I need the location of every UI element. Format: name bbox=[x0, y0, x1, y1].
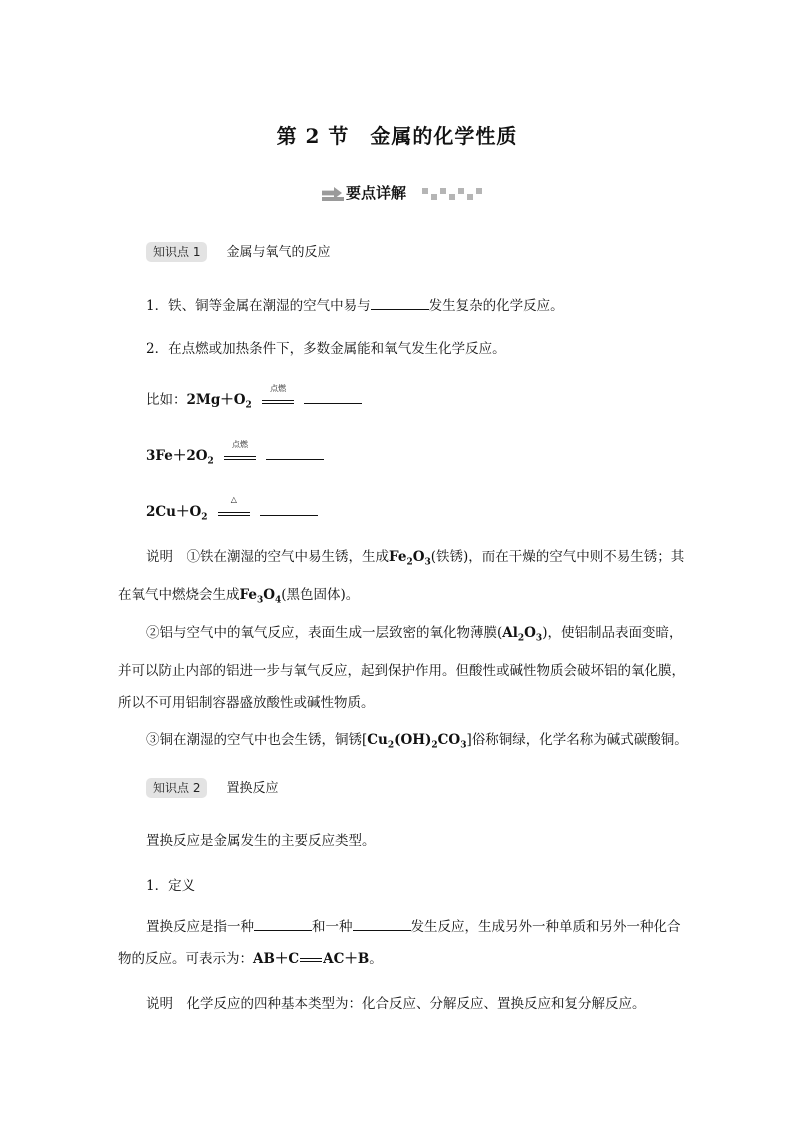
kp1-badge: 知识点 1 bbox=[146, 242, 207, 262]
equation-mg: 比如：$2Mg+O_2$ 点燃 bbox=[146, 388, 362, 411]
kp1-note-3: ③铜在潮湿的空气中也会生锈，铜锈$[Cu_2(OH)_2CO_3]$俗称铜绿，化学名称为碱式碳酸铜。 bbox=[146, 732, 688, 751]
kp2-definition: 置换反应是指一种 和一种 发生反应，生成另外一种单质和另外一种化合物的反应。可表示为：AB＋C AC＋B。 bbox=[118, 919, 681, 967]
fill-blank bbox=[266, 447, 324, 460]
banner-underline bbox=[322, 197, 344, 201]
reaction-arrow: 点燃 bbox=[224, 448, 256, 466]
fill-blank bbox=[260, 503, 318, 516]
kp1-item-2: 2．在点燃或加热条件下，多数金属能和氧气发生化学反应。 bbox=[146, 341, 506, 357]
kp2-intro: 置换反应是金属发生的主要反应类型。 bbox=[146, 833, 376, 849]
equation-fe: $3Fe+2O_2$ 点燃 bbox=[146, 444, 324, 467]
reaction-arrow: 点燃 bbox=[262, 392, 294, 410]
kp2-item-1: 1．定义 bbox=[146, 878, 196, 894]
equation-cu: $2Cu+O_2$ △ bbox=[146, 500, 318, 523]
equals-sign bbox=[300, 958, 322, 962]
kp2-title: 置换反应 bbox=[226, 781, 279, 796]
fill-blank bbox=[371, 297, 429, 310]
kp1-note-2: ②铝与空气中的氧气反应，表面生成一层致密的氧化物薄膜$(Al_2O_3)$，使铝制品表面变暗，并可以防止内部的铝进一步与氧气反应，起到保护作用。但酸性或碱性物质会破坏铝的氧化膜，所以不可用铝制容器盛放酸性或碱性物质。 bbox=[118, 625, 685, 711]
page-title: 第 2 节 金属的化学性质 bbox=[276, 124, 518, 148]
fill-blank bbox=[353, 918, 411, 931]
fill-blank bbox=[304, 391, 362, 404]
kp2-header bbox=[146, 777, 279, 796]
kp1-note-1: 说明 ①铁在潮湿的空气中易生锈，生成$Fe_2O_3$(铁锈)，而在干燥的空气中则不易生锈；其在氧气中燃烧会生成$Fe_3O_4$(黑色固体)。 bbox=[118, 549, 685, 606]
kp2-badge: 知识点 2 bbox=[146, 778, 207, 798]
kp2-note: 说明 化学反应的四种基本类型为：化合反应、分解反应、置换反应和复分解反应。 bbox=[146, 996, 646, 1012]
kp1-header bbox=[146, 241, 331, 260]
kp1-item-1: 1．铁、铜等金属在潮湿的空气中易与 发生复杂的化学反应。 bbox=[146, 298, 564, 314]
banner-label: 要点详解 bbox=[346, 184, 407, 202]
fill-blank bbox=[254, 918, 312, 931]
dots-decoration bbox=[422, 188, 485, 207]
reaction-arrow: △ bbox=[218, 504, 250, 522]
kp1-title: 金属与氧气的反应 bbox=[226, 245, 331, 260]
section-banner bbox=[322, 182, 472, 204]
